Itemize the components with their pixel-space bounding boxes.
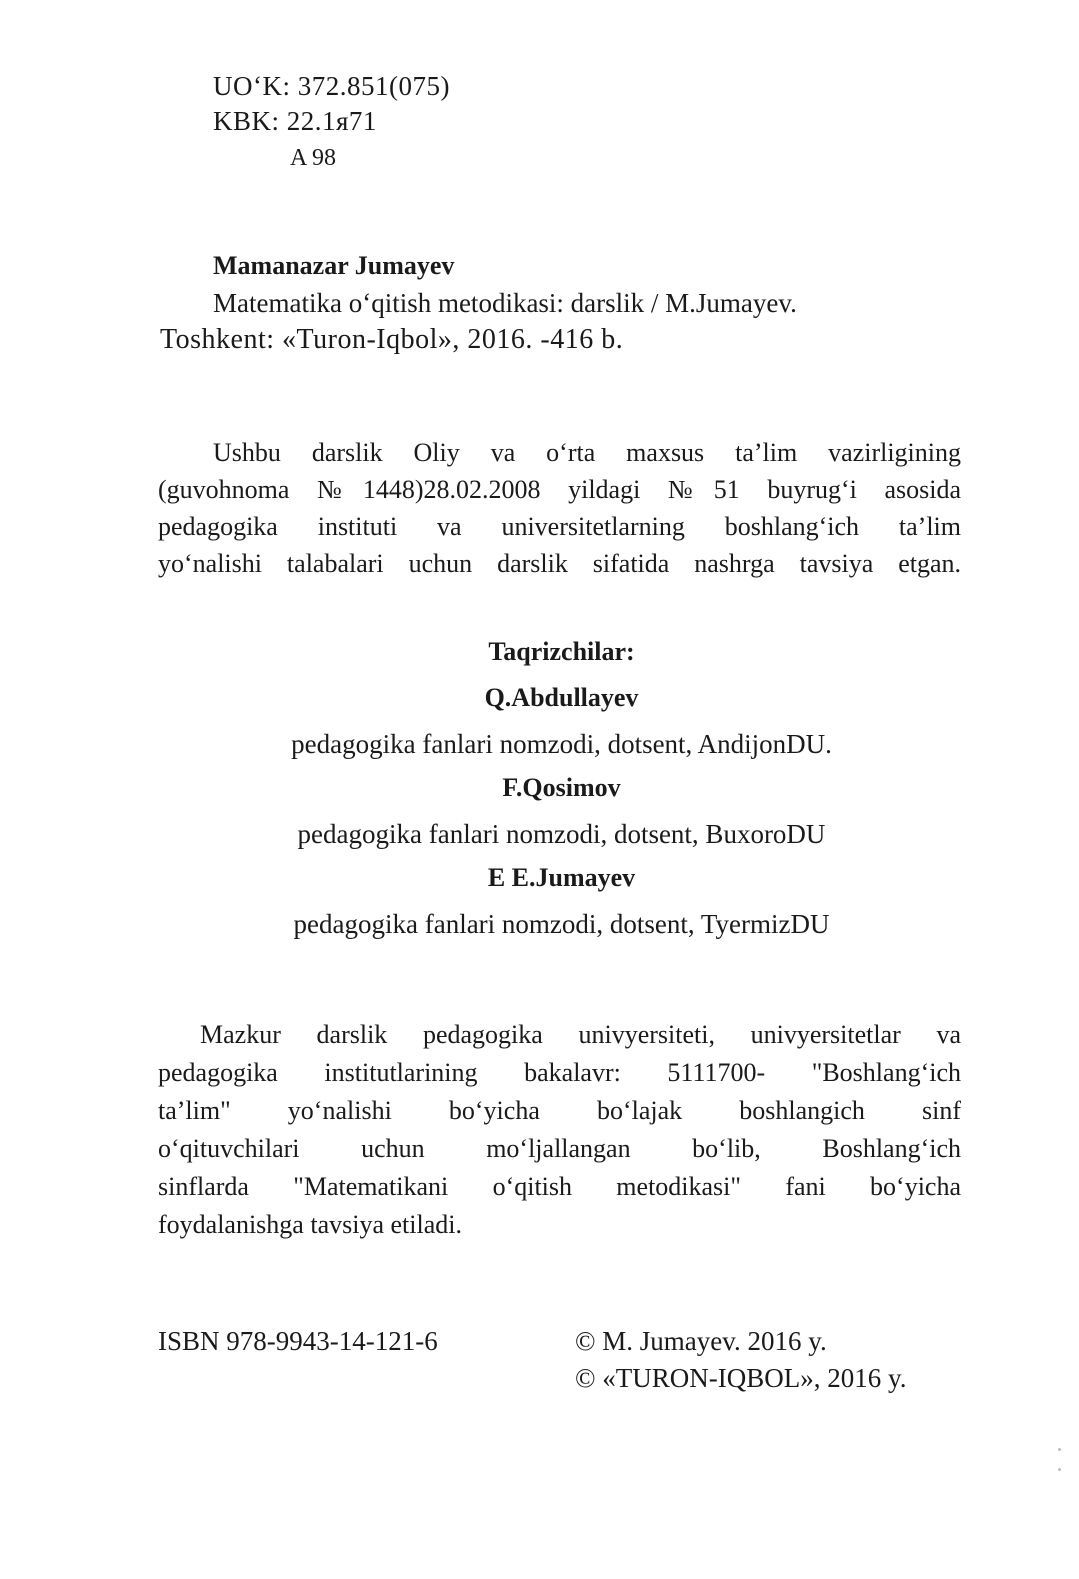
copyright-publisher: © «TURON-IQBOL», 2016 y. <box>575 1363 907 1393</box>
description-line-3: ta’lim" yo‘nalishi bo‘yicha bo‘lajak boshlangich sinf <box>158 1096 961 1125</box>
description-line-6: foydalanishga tavsiya etiladi. <box>158 1210 462 1239</box>
publication-line: Toshkent: «Turon-Iqbol», 2016. -416 b. <box>160 324 624 355</box>
description-line-2: pedagogika institutlarining bakalavr: 5111700- "Boshlang‘ich <box>158 1058 961 1087</box>
isbn: ISBN 978-9943-14-121-6 <box>158 1326 438 1356</box>
kbk-code: KBK: 22.1я71 <box>213 106 377 136</box>
description-line-4: o‘qituvchilari uchun mo‘ljallangan bo‘lib, Boshlang‘ich <box>158 1134 961 1163</box>
reviewer-title-3: pedagogika fanlari nomzodi, dotsent, TyermizDU <box>293 909 830 939</box>
reviewer-name-2: F.Qosimov <box>502 773 621 802</box>
author-name: Mamanazar Jumayev <box>213 251 455 280</box>
reviewer-title-1: pedagogika fanlari nomzodi, dotsent, AndijonDU. <box>291 729 832 759</box>
author-mark: A 98 <box>290 145 337 171</box>
description-line-5: sinflarda "Matematikani o‘qitish metodikasi" fani bo‘yicha <box>158 1172 961 1201</box>
approval-line-2: (guvohnoma №1448)28.02.2008 yildagi №51 buyrug‘i asosida <box>158 475 961 504</box>
scan-speck <box>1058 1448 1061 1451</box>
description-line-1: Mazkur darslik pedagogika univyersiteti, univyersitetlar va <box>200 1020 961 1049</box>
reviewers-heading: Taqrizchilar: <box>488 637 635 666</box>
approval-line-1: Ushbu darslik Oliy va o‘rta maxsus ta’lim vazirligining <box>213 438 961 467</box>
reviewer-title-2: pedagogika fanlari nomzodi, dotsent, BuxoroDU <box>297 819 826 849</box>
book-title-line: Matematika o‘qitish metodikasi: darslik / M.Jumayev. <box>213 288 797 318</box>
udk-code: UO‘K: 372.851(075) <box>213 71 450 101</box>
copyright-author: © M. Jumayev. 2016 y. <box>575 1326 827 1356</box>
scan-speck <box>1058 1468 1061 1471</box>
approval-line-4: yo‘nalishi talabalari uchun darslik sifatida nashrga tavsiya etgan. <box>158 549 961 578</box>
reviewer-name-1: Q.Abdullayev <box>484 683 639 712</box>
approval-line-3: pedagogika instituti va universitetlarning boshlang‘ich ta’lim <box>158 512 961 541</box>
reviewer-name-3: E E.Jumayev <box>487 863 636 892</box>
